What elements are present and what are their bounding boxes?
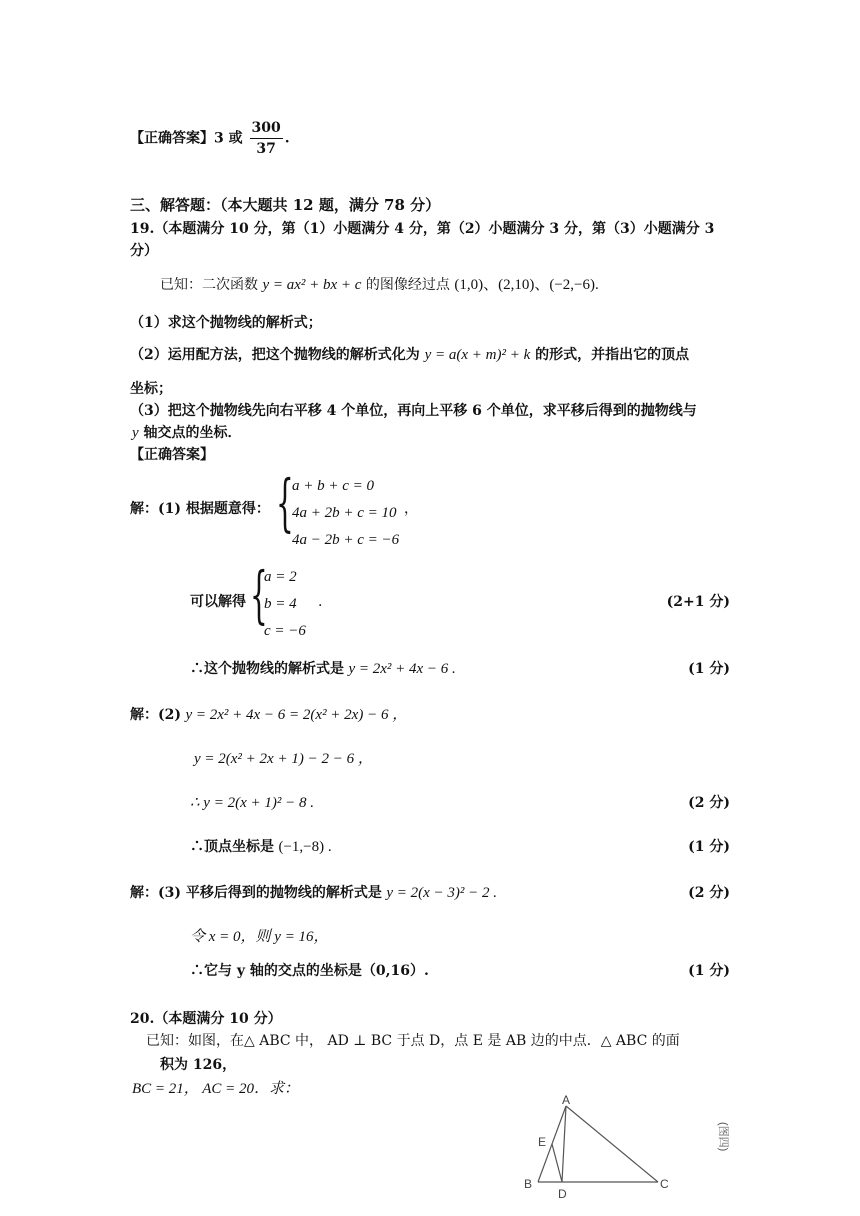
sol2-line3: ∴ y = 2(x + 1)² − 8 . xyxy=(190,795,314,811)
q19-given-mid: 的图像经过点 xyxy=(365,277,450,293)
q19-part2 xyxy=(130,346,689,364)
q19-part2-c: 坐标； xyxy=(130,381,172,397)
q18-period: . xyxy=(284,130,290,147)
vertex-line xyxy=(190,838,332,856)
q20-line1: 已知：如图，在△ ABC 中， AD ⊥ BC 于点 D，点 E 是 AB 边的中点．△ ABC 的面 xyxy=(146,1033,680,1049)
section-title: 三、解答题：（本大题共 12 题，满分 78 分） xyxy=(130,196,441,214)
solve-label: 可以解得 xyxy=(190,594,246,610)
result1 xyxy=(190,660,456,678)
score-1c: (1 分) xyxy=(688,963,730,979)
score-2b: (2 分) xyxy=(688,885,730,901)
sol3-line xyxy=(130,884,497,902)
q19-part3-b-line xyxy=(132,424,242,442)
q20-header: 20.（本题满分 10 分） xyxy=(130,1011,282,1027)
label-b: B xyxy=(524,1177,533,1191)
label-a: A xyxy=(562,1094,571,1107)
figure-caption: (图四) xyxy=(717,1122,729,1152)
q18-frac-numerator: 300 xyxy=(250,118,283,139)
intersect-line: ∴它与 y 轴的交点的坐标是（0,16）. xyxy=(190,963,429,979)
system2-eq3: c = −6 xyxy=(264,623,306,639)
q19-part2-a: （2）运用配方法，把这个抛物线的解析式化为 xyxy=(130,347,420,363)
q19-answer-label: 【正确答案】 xyxy=(130,447,214,463)
score-1b: (1 分) xyxy=(688,839,730,855)
sol2-line2: y = 2(x² + 2x + 1) − 2 − 6 ， xyxy=(194,751,373,767)
sol2-line1 xyxy=(130,706,407,724)
score-2plus1: (2+1 分) xyxy=(666,594,730,610)
result1-label: ∴这个抛物线的解析式是 xyxy=(190,661,344,677)
q19-part2-expr: y = a(x + m)² + k xyxy=(424,347,531,363)
let-line: 令 x = 0，则 y = 16， xyxy=(190,929,329,945)
sol3-expr: y = 2(x − 3)² − 2 . xyxy=(386,885,497,901)
system2-eq1: a = 2 xyxy=(264,569,297,585)
result1-expr: y = 2x² + 4x − 6 . xyxy=(348,661,456,677)
label-e: E xyxy=(538,1135,547,1149)
triangle-figure xyxy=(510,1094,740,1210)
system2-tail: . xyxy=(318,594,323,610)
q19-given xyxy=(160,276,599,294)
q20-line3: BC = 21， AC = 20．求： xyxy=(132,1081,300,1097)
system1 xyxy=(292,473,399,554)
q19-points: (1,0)、(2,10)、(−2,−6). xyxy=(454,277,599,293)
score-1a: (1 分) xyxy=(688,661,730,677)
system2-eq2: b = 4 xyxy=(264,596,297,612)
system1-eq2: 4a + 2b + c = 10 xyxy=(292,505,397,521)
label-c: C xyxy=(660,1177,669,1191)
system1-eq3: 4a − 2b + c = −6 xyxy=(292,532,400,548)
q19-part3-var: y xyxy=(132,425,139,441)
q19-header-line2: 分） xyxy=(130,243,158,259)
segment-ed xyxy=(552,1144,562,1182)
sol2-expr1: y = 2x² + 4x − 6 = 2(x² + 2x) − 6 ， xyxy=(185,707,408,723)
q19-given-prefix: 已知：二次函数 xyxy=(160,277,258,293)
system1-tail: ， xyxy=(404,501,418,517)
q19-part3-b: 轴交点的坐标． xyxy=(143,425,242,441)
q19-given-expr: y = ax² + bx + c xyxy=(262,277,362,293)
sol3-label: 解：(3) 平移后得到的抛物线的解析式是 xyxy=(130,885,382,901)
q19-part2-b: 的形式，并指出它的顶点 xyxy=(535,347,690,363)
system2 xyxy=(264,564,306,645)
q19-part3-a: （3）把这个抛物线先向右平移 4 个单位，再向上平移 6 个单位，求平移后得到的抛物线与 xyxy=(130,403,697,419)
score-2a: (2 分) xyxy=(688,795,730,811)
q20-line2: 积为 126， xyxy=(160,1057,237,1073)
label-d: D xyxy=(558,1187,567,1201)
q18-answer xyxy=(130,118,290,159)
system1-brace: { xyxy=(276,466,294,539)
sol2-label: 解：(2) xyxy=(130,707,181,723)
q19-header-line1: 19.（本题满分 10 分，第（1）小题满分 4 分，第（2）小题满分 3 分，第（3）小题满分 3 xyxy=(130,221,715,237)
sol1-label: 解：(1) 根据题意得： xyxy=(130,501,270,517)
vertex-label: ∴顶点坐标是 xyxy=(190,839,274,855)
q19-part1: （1）求这个抛物线的解析式； xyxy=(130,315,322,331)
side-ac xyxy=(566,1106,658,1182)
system1-eq1: a + b + c = 0 xyxy=(292,478,375,494)
q18-frac-denominator: 37 xyxy=(256,141,276,157)
system2-brace: { xyxy=(250,558,268,631)
altitude-ad xyxy=(562,1106,566,1182)
vertex-value: (−1,−8) . xyxy=(278,839,332,855)
q18-fraction xyxy=(250,118,283,159)
q18-answer-label: 【正确答案】3 或 xyxy=(130,130,243,147)
